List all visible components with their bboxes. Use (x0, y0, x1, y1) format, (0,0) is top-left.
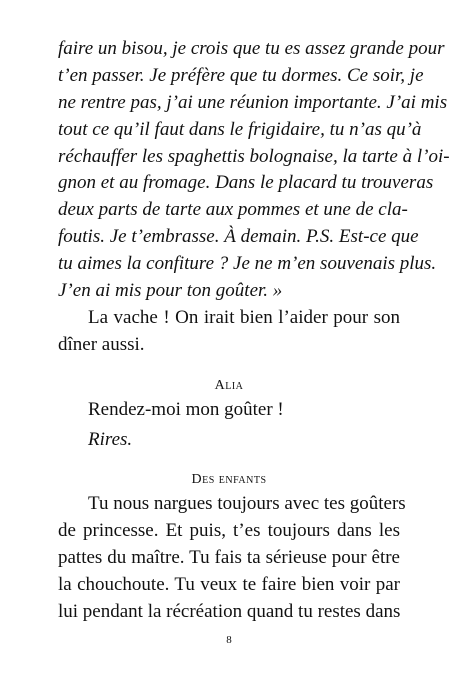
letter-line: t’en passer. Je préfère que tu dormes. Ce soir, je (58, 64, 424, 86)
letter-line: tu aimes la confiture ? Je ne m’en souvenais plus. (58, 253, 437, 274)
dialogue-line: Tu nous nargues toujours avec tes goûters (88, 493, 406, 515)
dialogue-line: de princesse. Et puis, t’es toujours dans les (58, 520, 400, 542)
letter-line: ne rentre pas, j’ai une réunion importante. J’ai mis (58, 91, 448, 113)
dialogue-line: la chouchoute. Tu veux te faire bien voir par (58, 573, 400, 595)
letter-line: J’en ai mis pour ton goûter. » (58, 279, 283, 301)
speaker-name: Des enfants (191, 471, 267, 487)
speaker-name: Alia (214, 377, 244, 393)
letter-line: deux parts de tarte aux pommes et une de cla- (58, 199, 408, 221)
letter-line: tout ce qu’il faut dans le frigidaire, tu n’as qu’à (58, 118, 422, 140)
dialogue-line: pattes du maître. Tu fais ta sérieuse pour être (58, 547, 400, 568)
dialogue-line: Rendez-moi mon goûter ! (88, 399, 284, 421)
letter-line: gnon et au fromage. Dans le placard tu trouveras (58, 172, 434, 194)
stage-direction: Rires. (88, 428, 133, 450)
page-number: 8 (226, 634, 232, 646)
letter-line: réchauffer les spaghettis bolognaise, la tarte à l’oi- (58, 145, 450, 167)
narration-line: dîner aussi. (58, 333, 145, 355)
narration-line: La vache ! On irait bien l’aider pour son (88, 306, 400, 328)
letter-line: foutis. Je t’embrasse. À demain. P.S. Est-ce que (58, 226, 419, 248)
dialogue-line: lui pendant la récréation quand tu restes dans (58, 600, 401, 622)
letter-line: faire un bisou, je crois que tu es assez grande pour (58, 38, 445, 59)
